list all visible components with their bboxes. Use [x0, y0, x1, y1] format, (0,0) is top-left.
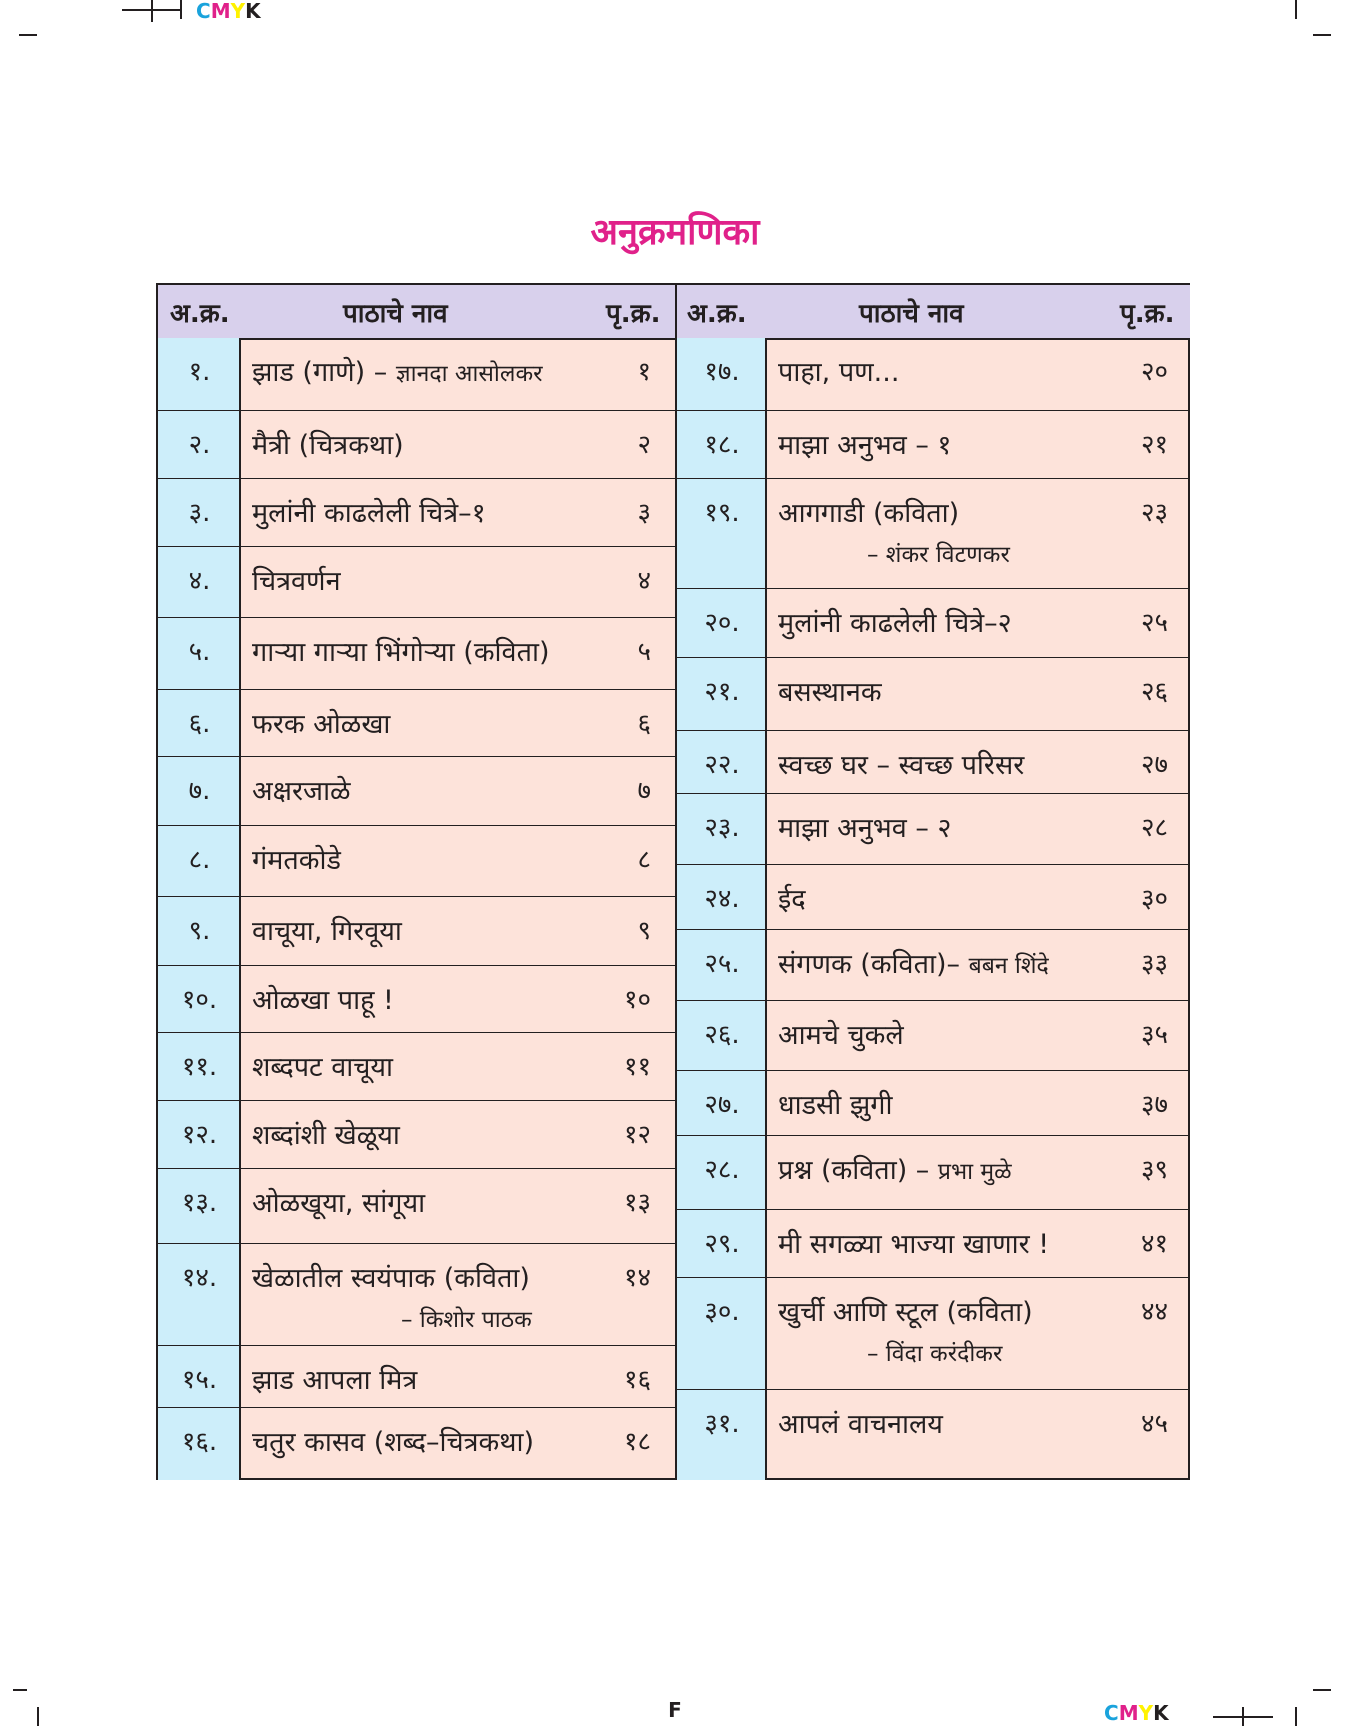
- cmyk-registration-label-bottom: CMYK: [1104, 1701, 1169, 1725]
- serial-number: २१.: [704, 677, 740, 707]
- lesson-title: फरक ओळखा: [252, 709, 391, 740]
- lesson-title: आमचे चुकले: [778, 1020, 904, 1051]
- table-row: [158, 826, 675, 897]
- page-number: ७: [637, 776, 651, 806]
- page-title: अनुक्रमणिका: [590, 212, 760, 253]
- table-row: [158, 479, 675, 547]
- serial-number: ८.: [188, 845, 211, 875]
- page-number: १२: [623, 1120, 651, 1150]
- page-number: ३७: [1140, 1090, 1168, 1120]
- page-number: २०: [1140, 357, 1168, 387]
- lesson-title: मी सगळ्या भाज्या खाणार !: [778, 1229, 1050, 1260]
- table-row: [158, 1033, 675, 1101]
- table-row: [677, 1136, 1190, 1210]
- page-number: १६: [623, 1365, 651, 1395]
- serial-number: ११.: [181, 1052, 218, 1082]
- serial-number: २.: [188, 430, 211, 460]
- lesson-title: ओळखूया, सांगूया: [252, 1188, 426, 1219]
- page-number: २७: [1140, 750, 1168, 780]
- table-row: [677, 338, 1190, 411]
- crop-mark: [1295, 0, 1297, 19]
- header-lesson: पाठाचे नाव: [343, 298, 448, 329]
- page-number: ४१: [1140, 1229, 1168, 1259]
- page-number: १३: [623, 1188, 651, 1218]
- page-number: १: [637, 357, 651, 387]
- serial-number: ७.: [188, 776, 211, 806]
- table-row: [677, 589, 1190, 658]
- header-lesson: पाठाचे नाव: [859, 298, 964, 329]
- table-row: [677, 1210, 1190, 1278]
- serial-number: ५.: [188, 637, 211, 667]
- lesson-title: शब्दांशी खेळूया: [252, 1120, 400, 1151]
- page-number: १०: [623, 985, 651, 1015]
- page-number: ३०: [1140, 884, 1168, 914]
- lesson-title: प्रश्न (कविता) – प्रभा मुळे: [778, 1155, 1012, 1186]
- page-number: २३: [1140, 498, 1168, 528]
- serial-number: ९.: [188, 916, 211, 946]
- serial-number: १.: [188, 357, 211, 387]
- serial-number: २३.: [704, 813, 740, 843]
- lesson-title: झाड आपला मित्र: [252, 1365, 418, 1396]
- serial-number: २६.: [704, 1020, 740, 1050]
- cmyk-registration-label-top: CMYK: [196, 0, 261, 23]
- crop-mark: [19, 34, 37, 36]
- lesson-author: – विंदा करंदीकर: [867, 1341, 1003, 1367]
- crop-mark: [1313, 34, 1331, 36]
- serial-number: २५.: [704, 949, 740, 979]
- lesson-title: आपलं वाचनालय: [778, 1409, 943, 1440]
- header-serial: अ.क्र.: [170, 298, 230, 329]
- lesson-title: चतुर कासव (शब्द–चित्रकथा): [252, 1427, 535, 1458]
- table-row: [677, 930, 1190, 1001]
- serial-number: १७.: [704, 357, 740, 387]
- serial-number: १०.: [181, 985, 218, 1015]
- serial-number: १९.: [704, 498, 740, 528]
- page-number: ९: [637, 916, 651, 946]
- table-row: [158, 966, 675, 1033]
- lesson-title: खुर्ची आणि स्टूल (कविता): [778, 1297, 1033, 1328]
- page-number: ६: [637, 709, 651, 739]
- page-footer-letter: F: [668, 1698, 682, 1722]
- lesson-title: ओळखा पाहू !: [252, 985, 394, 1016]
- lesson-title: पाहा, पण...: [778, 357, 900, 388]
- table-row: [677, 731, 1190, 794]
- page-number: ३३: [1140, 949, 1168, 979]
- lesson-title: माझा अनुभव – १: [778, 430, 952, 461]
- table-row: [158, 1169, 675, 1244]
- page-number: १८: [623, 1427, 651, 1457]
- lesson-title: गंमतकोडे: [252, 845, 341, 876]
- contents-table: [156, 283, 1190, 1480]
- table-row: [158, 1101, 675, 1169]
- page-number: ४५: [1140, 1409, 1168, 1439]
- header-right: [677, 285, 1190, 340]
- crop-mark: [13, 1689, 27, 1691]
- header-page: पृ.क्र.: [1120, 298, 1175, 329]
- page-number: ११: [623, 1052, 651, 1082]
- header-left: [158, 285, 675, 340]
- table-row: [158, 757, 675, 826]
- lesson-title: मुलांनी काढलेली चित्रे–२: [778, 608, 1012, 639]
- page-number: ८: [637, 845, 651, 875]
- lesson-title: आगगाडी (कविता): [778, 498, 960, 529]
- serial-number: १५.: [181, 1365, 218, 1395]
- header-page: पृ.क्र.: [606, 298, 661, 329]
- lesson-author: ज्ञानदा आसोलकर: [395, 361, 543, 387]
- table-row: [677, 865, 1190, 930]
- serial-number: १६.: [181, 1427, 218, 1457]
- page-number: ३: [637, 498, 651, 528]
- lesson-title: चित्रवर्णन: [252, 566, 341, 597]
- lesson-title: खेळातील स्वयंपाक (कविता): [252, 1263, 530, 1294]
- lesson-author: – शंकर विटणकर: [867, 542, 1010, 568]
- serial-number: २२.: [704, 750, 740, 780]
- serial-number: १४.: [181, 1263, 218, 1293]
- table-row: [158, 618, 675, 690]
- header-serial: अ.क्र.: [687, 298, 747, 329]
- page-number: ५: [637, 637, 651, 667]
- table-row: [677, 411, 1190, 479]
- page-number: २८: [1140, 813, 1168, 843]
- lesson-title: वाचूया, गिरवूया: [252, 916, 402, 947]
- lesson-title: शब्दपट वाचूया: [252, 1052, 394, 1083]
- table-row: [677, 1390, 1190, 1480]
- page-number: २६: [1140, 677, 1168, 707]
- lesson-title: मुलांनी काढलेली चित्रे–१: [252, 498, 486, 529]
- page-number: २: [637, 430, 651, 460]
- crop-mark: [151, 0, 153, 22]
- lesson-author: – किशोर पाठक: [401, 1307, 532, 1333]
- table-row: [677, 1278, 1190, 1390]
- table-row: [158, 411, 675, 479]
- lesson-title: बसस्थानक: [778, 677, 882, 708]
- table-row: [677, 794, 1190, 865]
- lesson-title: संगणक (कविता)– बबन शिंदे: [778, 949, 1049, 980]
- lesson-author: प्रभा मुळे: [937, 1159, 1012, 1185]
- serial-number: ३.: [188, 498, 211, 528]
- page-number: ४४: [1140, 1297, 1168, 1327]
- lesson-title: धाडसी झुगी: [778, 1090, 893, 1121]
- lesson-title: माझा अनुभव – २: [778, 813, 952, 844]
- lesson-author: बबन शिंदे: [968, 953, 1049, 979]
- serial-number: २९.: [704, 1229, 740, 1259]
- serial-number: १३.: [181, 1188, 218, 1218]
- page-number: ४: [637, 566, 651, 596]
- table-row: [158, 897, 675, 966]
- lesson-title: स्वच्छ घर – स्वच्छ परिसर: [778, 750, 1025, 781]
- serial-number: २४.: [704, 884, 740, 914]
- lesson-title: मैत्री (चित्रकथा): [252, 430, 404, 461]
- table-row: [158, 547, 675, 618]
- table-row: [158, 338, 675, 411]
- page-number: २१: [1140, 430, 1168, 460]
- table-row: [677, 658, 1190, 731]
- serial-number: ३०.: [704, 1297, 740, 1327]
- table-row: [158, 1346, 675, 1408]
- serial-number: १८.: [704, 430, 740, 460]
- page-number: ३९: [1140, 1155, 1168, 1185]
- table-row: [677, 479, 1190, 589]
- serial-number: २८.: [704, 1155, 740, 1185]
- serial-number: ६.: [188, 709, 211, 739]
- crop-mark: [1313, 1689, 1331, 1691]
- lesson-title: अक्षरजाळे: [252, 776, 351, 807]
- table-row: [158, 1244, 675, 1346]
- lesson-title: गाऱ्या गाऱ्या भिंगोऱ्या (कविता): [252, 637, 550, 668]
- table-row: [677, 1071, 1190, 1136]
- table-row: [158, 1408, 675, 1480]
- page-number: ३५: [1140, 1020, 1168, 1050]
- page-number: १४: [623, 1263, 651, 1293]
- serial-number: २७.: [704, 1090, 740, 1120]
- serial-number: ३१.: [704, 1409, 740, 1439]
- serial-number: २०.: [704, 608, 740, 638]
- lesson-title: झाड (गाणे) – ज्ञानदा आसोलकर: [252, 357, 543, 388]
- page-number: २५: [1140, 608, 1168, 638]
- table-row: [677, 1001, 1190, 1071]
- lesson-title: ईद: [778, 884, 806, 915]
- serial-number: १२.: [181, 1120, 218, 1150]
- table-row: [158, 690, 675, 757]
- serial-number: ४.: [188, 566, 211, 596]
